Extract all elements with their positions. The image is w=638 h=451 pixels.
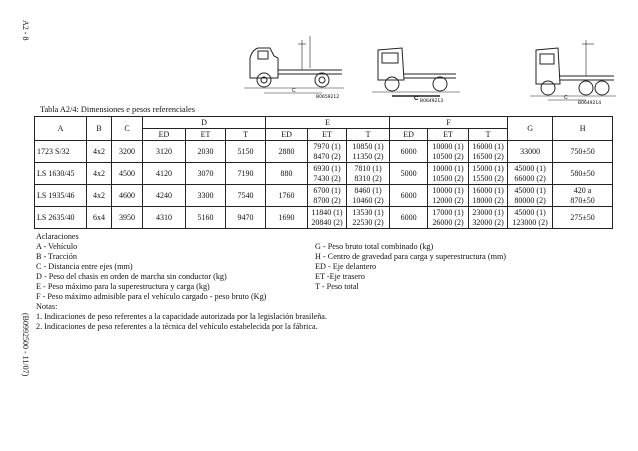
subheader-e-et: ET (308, 129, 347, 141)
cell-line: 6000 (400, 212, 417, 222)
subheader-e-ed: ED (266, 129, 308, 141)
document-code: (B0992500 - 11/07) (21, 313, 30, 377)
drawing-code-1: B0659212 (316, 95, 340, 98)
cell-line: 22530 (2) (352, 217, 384, 227)
cell-line: 8470 (2) (313, 151, 341, 161)
cell-line: 5000 (400, 168, 417, 178)
cell-line: 7970 (1) (313, 141, 341, 151)
cell-line: 880 (280, 168, 293, 178)
cell-line: 2030 (197, 146, 214, 156)
cell-c (112, 207, 143, 229)
cell-line: 45000 (1) (514, 207, 546, 217)
cell-line: 45000 (1) (514, 163, 546, 173)
note-item: 2. Indicaciones de peso referentes a la técnica del vehículo estabelecida por la fábrica. (36, 322, 318, 331)
cell-f-et (428, 207, 469, 229)
cell-line: 3300 (197, 190, 214, 200)
cell-line: 6x4 (93, 212, 105, 222)
cell-line: 4240 (156, 190, 172, 200)
cell-line: 6700 (1) (313, 185, 341, 195)
cell-d-t (226, 185, 266, 207)
cell-d-ed (143, 185, 186, 207)
cell-line: 2880 (278, 146, 295, 156)
cell-line: 15000 (1) (472, 163, 504, 173)
legend-item: A - Vehículo (36, 242, 78, 251)
cell-f-t (469, 185, 508, 207)
legend-item: E - Peso máximo para la superestructura y carga (kg) (36, 282, 210, 291)
cell-line: 45000 (1) (514, 185, 546, 195)
page-code: A2 - 8 (21, 20, 30, 41)
cell-d-ed (143, 207, 186, 229)
cell-b (87, 185, 112, 207)
cell-f-ed (390, 185, 428, 207)
cell-line: 10850 (1) (352, 141, 384, 151)
subheader-f-t: T (469, 129, 508, 141)
cell-line: 3200 (119, 146, 135, 156)
cell-line: 10000 (1) (432, 163, 464, 173)
col-header-b: B (87, 117, 112, 141)
truck-side-view-4x2 (240, 18, 350, 98)
specs-table-body (35, 141, 613, 229)
cell-d-t (226, 207, 266, 229)
cell-line: 33000 (520, 146, 541, 156)
subheader-d-et: ET (186, 129, 226, 141)
cell-line: 15500 (2) (472, 173, 504, 183)
legend-item: D - Peso del chasis en orden de marcha sin conductor (kg) (36, 272, 227, 281)
svg-text:C: C (414, 96, 419, 102)
legend-item: G - Peso bruto total combinado (kg) (315, 242, 434, 251)
cell-c (112, 141, 143, 163)
cell-e-t (347, 185, 390, 207)
cell-c (112, 185, 143, 207)
col-header-a: A (35, 117, 87, 141)
drawing-code-2: B0649213 (420, 99, 444, 102)
cell-h (553, 207, 613, 229)
col-header-d: D (143, 117, 266, 129)
cell-b (87, 207, 112, 229)
cell-line: 580±50 (570, 168, 595, 178)
cell-b (87, 163, 112, 185)
table-row (35, 141, 613, 163)
truck-side-view-6x4 (528, 32, 618, 104)
subheader-d-ed: ED (143, 129, 186, 141)
cell-line: 4600 (119, 190, 135, 200)
cell-d-et (186, 207, 226, 229)
cell-line: 1690 (278, 212, 295, 222)
legend-item: C - Distancia entre ejes (mm) (36, 262, 133, 271)
cell-h (553, 163, 613, 185)
table-row (35, 163, 613, 185)
cell-line: 5160 (197, 212, 214, 222)
cell-f-ed (390, 141, 428, 163)
cell-line: 3070 (197, 168, 214, 178)
svg-text:C: C (564, 95, 568, 101)
cell-h (553, 185, 613, 207)
cell-e-ed (266, 141, 308, 163)
cell-e-et (308, 141, 347, 163)
cell-e-et (308, 207, 347, 229)
cell-line: 8310 (2) (354, 173, 382, 183)
legend-item: H - Centro de gravedad para carga y superestructura (mm) (315, 252, 507, 261)
cell-g (508, 185, 553, 207)
cell-line: LS 1630/45 (37, 168, 75, 178)
cell-a (35, 141, 87, 163)
drawing-code-3: B0649214 (578, 101, 602, 104)
col-header-h: H (553, 117, 613, 141)
cell-line: 3950 (119, 212, 135, 222)
specs-table (34, 116, 613, 229)
cell-e-et (308, 185, 347, 207)
cell-a (35, 163, 87, 185)
cell-line: 10500 (2) (432, 151, 464, 161)
cell-line: 16500 (2) (472, 151, 504, 161)
cell-line: 6930 (1) (313, 163, 341, 173)
cell-d-ed (143, 163, 186, 185)
legend-item: T - Peso total (315, 282, 359, 291)
cell-line: 6000 (400, 190, 417, 200)
cell-b (87, 141, 112, 163)
cell-line: 10000 (1) (432, 141, 464, 151)
cell-line: 20840 (2) (311, 217, 343, 227)
legend-title: Aclaraciones (36, 232, 79, 241)
cell-f-ed (390, 163, 428, 185)
cell-h (553, 141, 613, 163)
subheader-f-ed: ED (390, 129, 428, 141)
legend-right (315, 242, 506, 292)
cell-line: 13530 (1) (352, 207, 384, 217)
cell-d-et (186, 185, 226, 207)
cell-line: 7430 (2) (313, 173, 341, 183)
cell-line: 16000 (1) (472, 185, 504, 195)
cell-a (35, 207, 87, 229)
cell-line: 9470 (237, 212, 254, 222)
cell-d-t (226, 141, 266, 163)
cell-line: LS 1935/46 (37, 190, 75, 200)
cell-e-t (347, 207, 390, 229)
cell-line: 4x2 (93, 190, 105, 200)
cell-e-t (347, 141, 390, 163)
cell-d-t (226, 163, 266, 185)
cell-f-t (469, 141, 508, 163)
col-header-e: E (266, 117, 390, 129)
cell-g (508, 207, 553, 229)
cell-f-et (428, 185, 469, 207)
table-row (35, 185, 613, 207)
cell-line: 66000 (2) (514, 173, 546, 183)
cell-line: 7810 (1) (354, 163, 382, 173)
cell-line: 11350 (2) (352, 151, 384, 161)
cell-e-et (308, 163, 347, 185)
cell-line: 420 a (573, 185, 592, 195)
cell-line: 8460 (1) (354, 185, 382, 195)
notes-title: Notas: (36, 302, 58, 311)
cell-line: 5150 (237, 146, 254, 156)
cell-line: 32000 (2) (472, 217, 504, 227)
cell-line: 870±50 (570, 195, 595, 205)
truck-front-view (368, 40, 463, 102)
cell-line: 750±50 (570, 146, 595, 156)
legend-item: ED - Eje delantero (315, 262, 377, 271)
cell-f-ed (390, 207, 428, 229)
cell-f-et (428, 163, 469, 185)
legend-item: ET -Eje trasero (315, 272, 365, 281)
cell-d-ed (143, 141, 186, 163)
cell-line: 1760 (278, 190, 295, 200)
cell-line: 4120 (156, 168, 172, 178)
cell-line: 3120 (156, 146, 172, 156)
cell-line: 4500 (119, 168, 135, 178)
cell-e-ed (266, 185, 308, 207)
cell-line: 10460 (2) (352, 195, 384, 205)
cell-g (508, 141, 553, 163)
cell-line: 4310 (156, 212, 172, 222)
table-row (35, 207, 613, 229)
cell-line: 10500 (2) (432, 173, 464, 183)
cell-d-et (186, 141, 226, 163)
cell-line: 80000 (2) (514, 195, 546, 205)
subheader-f-et: ET (428, 129, 469, 141)
cell-f-t (469, 207, 508, 229)
subheader-e-t: T (347, 129, 390, 141)
cell-line: 11840 (1) (311, 207, 343, 217)
cell-line: 23000 (1) (472, 207, 504, 217)
cell-f-t (469, 163, 508, 185)
footnotes (36, 302, 327, 332)
cell-line: 4x2 (93, 168, 105, 178)
cell-c (112, 163, 143, 185)
cell-line: 8700 (2) (313, 195, 341, 205)
cell-line: 16000 (1) (472, 141, 504, 151)
cell-a (35, 185, 87, 207)
note-item: 1. Indicaciones de peso referentes a la capacidade autorizada por la legislación brasileña. (36, 312, 327, 321)
cell-line: LS 2635/40 (37, 212, 75, 222)
cell-line: 123000 (2) (512, 217, 548, 227)
cell-line: 275±50 (570, 212, 595, 222)
cell-line: 26000 (2) (432, 217, 464, 227)
cell-line: 6000 (400, 146, 417, 156)
col-header-f: F (390, 117, 508, 129)
cell-line: 12000 (2) (432, 195, 464, 205)
legend-item: F - Peso máximo admisible para el vehículo cargado - peso bruto (Kg) (36, 292, 267, 301)
cell-line: 1723 S/32 (37, 146, 70, 156)
cell-line: 18000 (2) (472, 195, 504, 205)
col-header-c: C (112, 117, 143, 141)
subheader-d-t: T (226, 129, 266, 141)
table-caption: Tabla A2/4: Dimensiones e pesos referenciales (40, 105, 195, 114)
svg-text:C: C (292, 88, 296, 94)
cell-d-et (186, 163, 226, 185)
cell-g (508, 163, 553, 185)
cell-f-et (428, 141, 469, 163)
cell-e-ed (266, 207, 308, 229)
cell-e-ed (266, 163, 308, 185)
col-header-g: G (508, 117, 553, 141)
cell-line: 7540 (237, 190, 254, 200)
legend-item: B - Tracción (36, 252, 77, 261)
cell-line: 10000 (1) (432, 185, 464, 195)
cell-e-t (347, 163, 390, 185)
cell-line: 4x2 (93, 146, 105, 156)
legend-left (36, 232, 266, 302)
cell-line: 7190 (237, 168, 254, 178)
cell-line: 17000 (1) (432, 207, 464, 217)
